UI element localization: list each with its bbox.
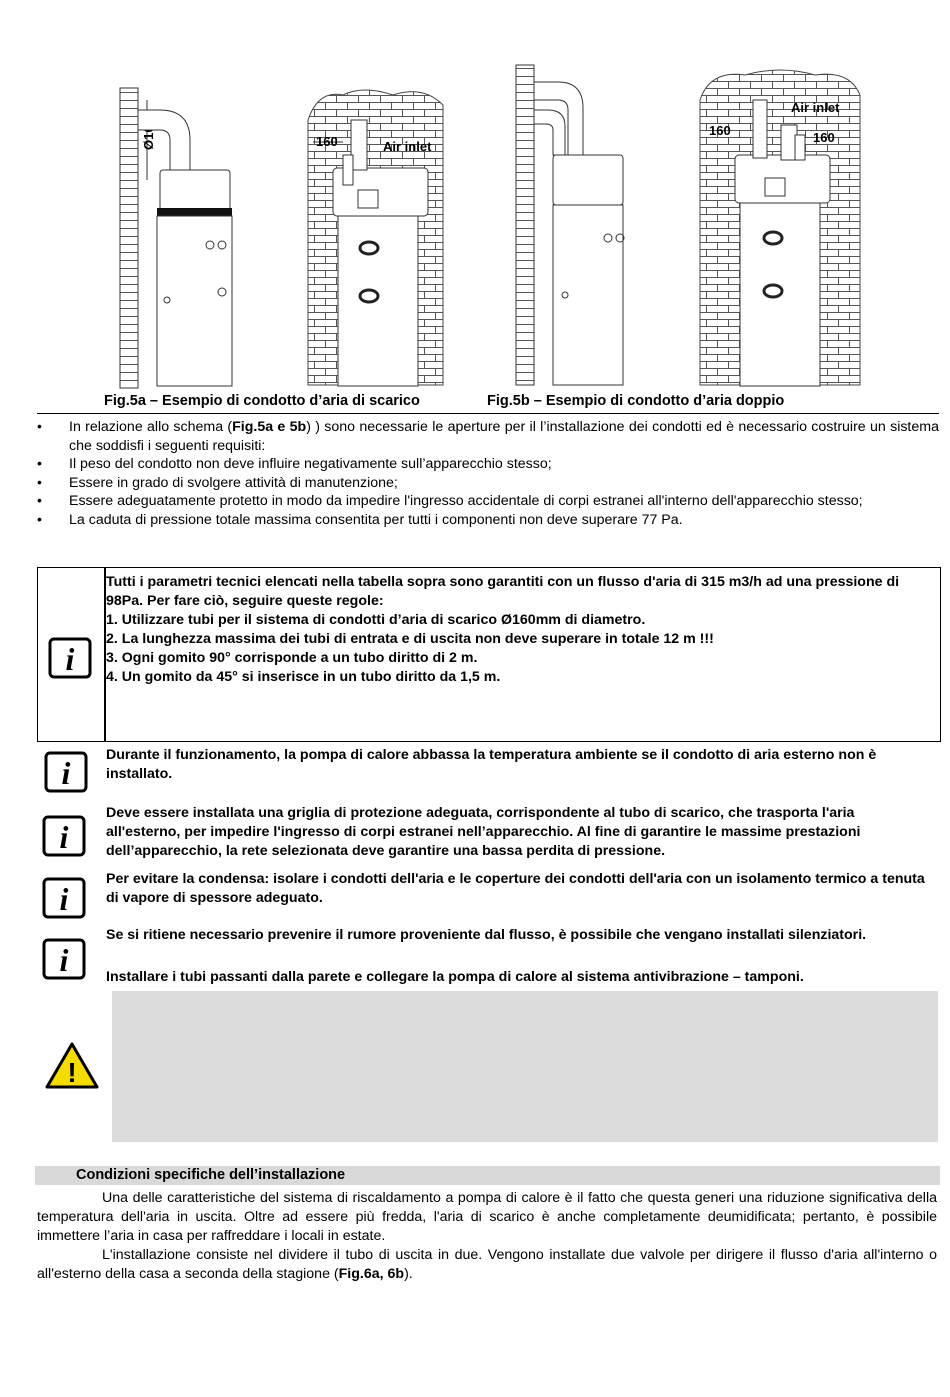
warning-icon <box>44 1041 100 1091</box>
diameter-label: 160 <box>316 134 338 149</box>
section-heading: Condizioni specifiche dell’installazione <box>35 1166 940 1185</box>
bullet: • <box>37 456 42 473</box>
info-icon <box>44 751 88 793</box>
warning-box <box>112 991 938 1142</box>
air-inlet-label: Air inlet <box>383 139 432 154</box>
noise-note: Se si ritiene necessario prevenire il rumore proveniente dal flusso, è possibile che vengano installati silenziatori. <box>106 927 867 943</box>
air-inlet-label: Air inlet <box>791 100 840 115</box>
diameter-label: Ø160 <box>141 118 156 150</box>
antivibration-note: Installare i tubi passanti dalla parete e collegare la pompa di calore al sistema antivibrazione – tamponi. <box>106 969 804 985</box>
paragraph: Una delle caratteristiche del sistema di riscaldamento a pompa di calore è il fatto che questa generi una riduzione significativa della temperatura dell'aria in uscita. Oltre ad essere più fredda, l'aria di scarico è anche completamente deumidificata; pertanto, è possibile immettere l’aria in casa per raffreddare i locali in estate. <box>37 1190 937 1244</box>
bullet: • <box>37 493 42 510</box>
svg-text:i: i <box>59 819 69 855</box>
figure-reference: Fig.5a e 5b <box>232 419 307 435</box>
figure-reference: Fig.6a, 6b <box>338 1266 405 1282</box>
svg-text:i: i <box>65 641 75 677</box>
fig5a-side-view <box>115 60 245 390</box>
flow-parameters-note: Tutti i parametri tecnici elencati nella tabella sopra sono garantiti con un flusso d'aria di 315 m3/h ad una pressione di 98Pa. Per fare ciò, seguire queste regole: 1. Utilizzare tubi per il sistema di condotti d’aria di scarico Ø160mm di diametro. 2. La lunghezza massima dei tubi di entrata e di uscita non deve superare in totale 12 m !!! 3. Ogni gomito 90° corrisponde a un tubo diritto di 2 m. 4. Un gomito da 45° si inserisce in un tubo diritto da 1,5 m. <box>106 573 932 687</box>
fig5a-caption: Fig.5a – Esempio di condotto d’aria di scarico <box>104 393 420 409</box>
temperature-note: Durante il funzionamento, la pompa di calore abbassa la temperatura ambiente se il condotto di aria esterno non è installato. <box>106 747 877 782</box>
info-icon <box>42 938 86 980</box>
rule-2: 2. La lunghezza massima dei tubi di entrata e di uscita non deve superare in totale 12 m !!! <box>106 631 714 647</box>
list-item: • La caduta di pressione totale massima consentita per tutti i componenti non deve superare 77 Pa. <box>37 511 683 528</box>
requirements-list <box>37 418 939 530</box>
diameter-label-left: 160 <box>709 123 731 138</box>
protection-grid-note: Deve essere installata una griglia di protezione adeguata, corrispondente al tubo di scarico, che trasporta l'aria all'esterno, per impedire l'ingresso di corpi estranei nell’apparecchio. Al fine di garantire le massime prestazioni dell’apparecchio, la rete selezionata deve garantire una bassa perdita di pressione. <box>106 805 861 859</box>
bullet: • <box>37 419 42 435</box>
list-item: • Essere in grado di svolgere attività di manutenzione; <box>37 474 398 491</box>
list-item: • In relazione allo schema (Fig.5a e 5b) ) sono necessarie le aperture per il l’installazione dei condotti ed è necessario costruire un sistema che soddisfi i seguenti requisiti: <box>37 419 939 454</box>
rule-4: 4. Un gomito da 45° si inserisce in un tubo diritto da 1,5 m. <box>106 669 501 685</box>
divider <box>37 413 939 414</box>
info-icon <box>48 637 92 679</box>
rule-1: 1. Utilizzare tubi per il sistema di condotti d’aria di scarico Ø160mm di diametro. <box>106 612 646 628</box>
info-icon <box>42 815 86 857</box>
svg-text:!: ! <box>67 1057 77 1088</box>
fig5b-front-view <box>695 60 865 390</box>
paragraph: L'installazione consiste nel dividere il tubo di uscita in due. Vengono installate due valvole per dirigere il flusso d'aria all'interno o all'esterno della casa a seconda della stagione (Fig.6a, 6b). <box>37 1247 937 1282</box>
condensation-note: Per evitare la condensa: isolare i condotti dell'aria e le coperture dei condotti dell'aria con un isolamento termico a tenuta di vapore di spessore adeguato. <box>106 871 925 906</box>
section-body <box>37 1189 937 1284</box>
svg-text:i: i <box>61 755 71 791</box>
svg-text:i: i <box>59 881 69 917</box>
bullet: • <box>37 474 42 491</box>
svg-text:i: i <box>59 942 69 978</box>
info-icon <box>42 877 86 919</box>
list-item: • Essere adeguatamente protetto in modo da impedire l'ingresso accidentale di corpi estranei all'interno dell'apparecchio stesso; <box>37 493 863 510</box>
bullet: • <box>37 511 42 528</box>
fig5a-front-view <box>303 60 448 390</box>
diameter-label-right: 160 <box>813 130 835 145</box>
fig5b-caption: Fig.5b – Esempio di condotto d’aria doppio <box>487 393 785 409</box>
rule-3: 3. Ogni gomito 90° corrisponde a un tubo diritto di 2 m. <box>106 650 478 666</box>
list-item: • Il peso del condotto non deve influire negativamente sull’apparecchio stesso; <box>37 456 552 473</box>
fig5b-side-view <box>513 60 633 390</box>
